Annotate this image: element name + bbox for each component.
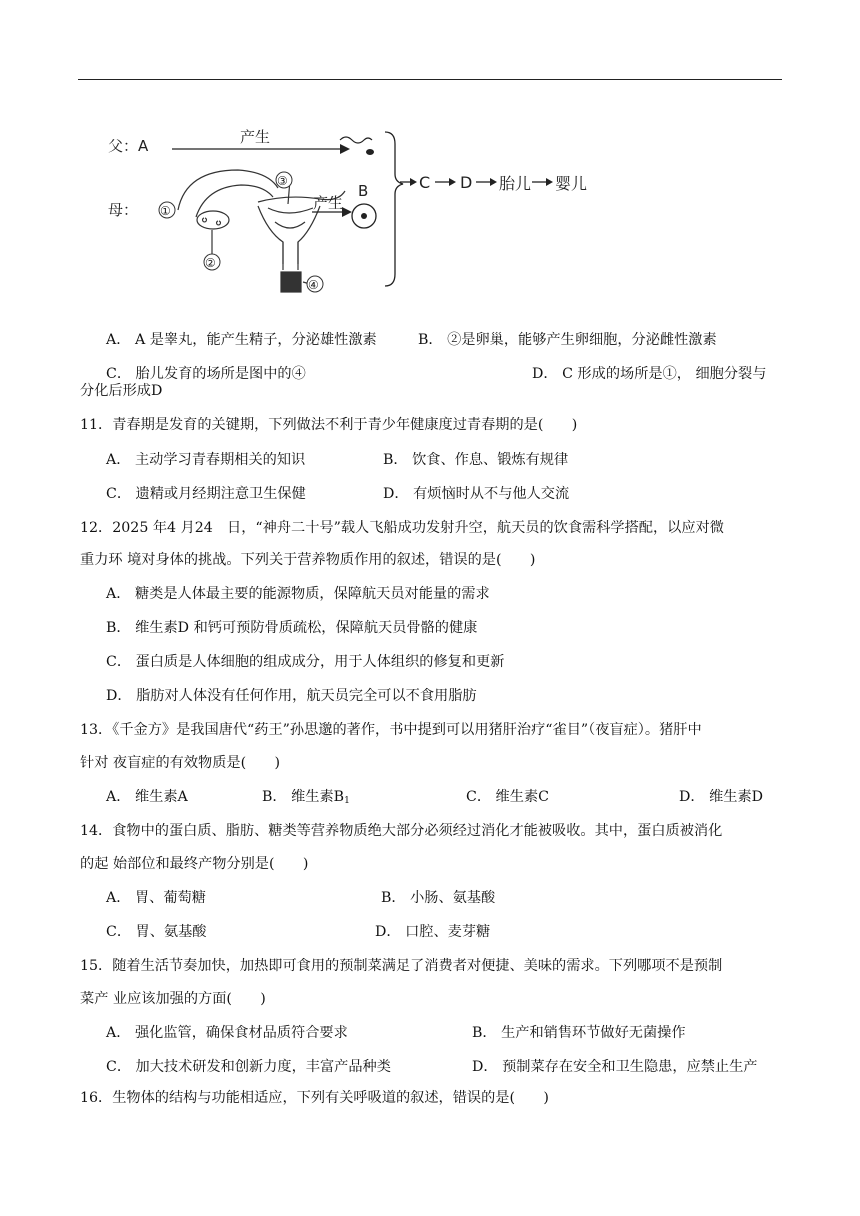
- q14-option-d: D． 口腔、麦芽糖: [375, 924, 491, 940]
- q14-stem-2: 的起 始部位和最终产物分别是( ): [80, 856, 309, 872]
- reproduction-diagram: [108, 122, 608, 302]
- q12-stem-2: 重力环 境对身体的挑战。下列关于营养物质作用的叙述，错误的是( ): [80, 552, 536, 568]
- q15-option-a: A． 强化监管，确保食材品质符合要求: [106, 1025, 348, 1041]
- q10-option-d-cont: 分化后形成D: [80, 383, 163, 399]
- q13-option-b-sub: 1: [344, 796, 350, 806]
- q13-stem-2: 针对 夜盲症的有效物质是( ): [80, 755, 281, 771]
- q10-option-b: B． ②是卵巢，能够产生卵细胞，分泌雌性激素: [418, 332, 717, 348]
- q13-option-d: D． 维生素D: [679, 789, 764, 805]
- circle-1: ①: [160, 204, 171, 218]
- q10-option-c: C． 胎儿发育的场所是图中的④: [106, 366, 306, 382]
- circle-2: ②: [205, 256, 216, 270]
- q11-stem: 11．青春期是发育的关键期，下列做法不利于青少年健康度过青春期的是( ): [80, 417, 578, 433]
- q12-option-c: C． 蛋白质是人体细胞的组成成分，用于人体组织的修复和更新: [106, 654, 505, 670]
- q12-option-d: D． 脂肪对人体没有任何作用，航天员完全可以不食用脂肪: [106, 688, 477, 704]
- chain-baby: 婴儿: [555, 174, 588, 193]
- q12-stem-1: 12．2025 年4 月24 日，“神舟二十号”载人飞船成功发射升空，航天员的饮食需科学搭配，以应对微: [80, 520, 724, 536]
- brace: [385, 132, 403, 286]
- q15-stem-2: 菜产 业应该加强的方面( ): [80, 991, 266, 1007]
- q13-option-b-text: B． 维生素B: [262, 789, 345, 805]
- q15-stem-1: 15．随着生活节奏加快，加热即可食用的预制菜满足了消费者对便捷、美味的需求。下列哪项不是预制: [80, 958, 723, 974]
- q12-option-a: A． 糖类是人体最主要的能源物质，保障航天员对能量的需求: [106, 586, 490, 602]
- q13-option-a: A． 维生素A: [106, 789, 188, 805]
- q14-stem-1: 14．食物中的蛋白质、脂肪、糖类等营养物质绝大部分必须经过消化才能被吸收。其中，蛋白质被消化: [80, 823, 723, 839]
- egg-label: B: [358, 182, 369, 200]
- q15-option-d: D． 预制菜存在安全和卫生隐患，应禁止生产: [472, 1059, 758, 1075]
- q11-option-b: B． 饮食、作息、锻炼有规律: [383, 452, 569, 468]
- q16-stem: 16．生物体的结构与功能相适应，下列有关呼吸道的叙述，错误的是( ): [80, 1090, 549, 1106]
- sperm-icon: [340, 137, 372, 143]
- q13-option-b: [262, 787, 350, 811]
- header-rule: [78, 79, 782, 80]
- chain-d: D: [460, 173, 473, 192]
- mother-label: 母：: [108, 201, 139, 219]
- uterus-icon: [178, 170, 345, 292]
- circle-4: ④: [308, 278, 319, 292]
- q15-option-b: B． 生产和销售环节做好无菌操作: [472, 1025, 686, 1041]
- q13-option-c: C． 维生素C: [466, 789, 549, 805]
- q10-option-a: A． A 是睾丸，能产生精子，分泌雄性激素: [106, 332, 377, 348]
- q10-option-d: D． C 形成的场所是①， 细胞分裂与: [532, 366, 767, 382]
- q14-option-a: A． 胃、葡萄糖: [106, 890, 206, 906]
- q11-option-c: C． 遗精或月经期注意卫生保健: [106, 486, 306, 502]
- q12-option-b: B． 维生素D 和钙可预防骨质疏松，保障航天员骨骼的健康: [106, 620, 478, 636]
- q11-option-d: D． 有烦恼时从不与他人交流: [383, 486, 570, 502]
- chain-c: C: [419, 173, 431, 192]
- chain-fetus: 胎儿: [499, 174, 532, 193]
- father-label: 父：A: [108, 137, 149, 155]
- circle-3: ③: [277, 174, 288, 188]
- q14-option-c: C． 胃、氨基酸: [106, 924, 207, 940]
- mother-arrow-label: 产生: [313, 194, 344, 212]
- q13-stem-1: 13．《千金方》是我国唐代“药王”孙思邈的著作，书中提到可以用猪肝治疗“雀目”（夜盲症）。猪肝中: [80, 722, 702, 738]
- q15-option-c: C． 加大技术研发和创新力度，丰富产品种类: [106, 1059, 391, 1075]
- father-arrow-label: 产生: [240, 128, 271, 146]
- q14-option-b: B． 小肠、氨基酸: [381, 890, 496, 906]
- q11-option-a: A． 主动学习青春期相关的知识: [106, 452, 306, 468]
